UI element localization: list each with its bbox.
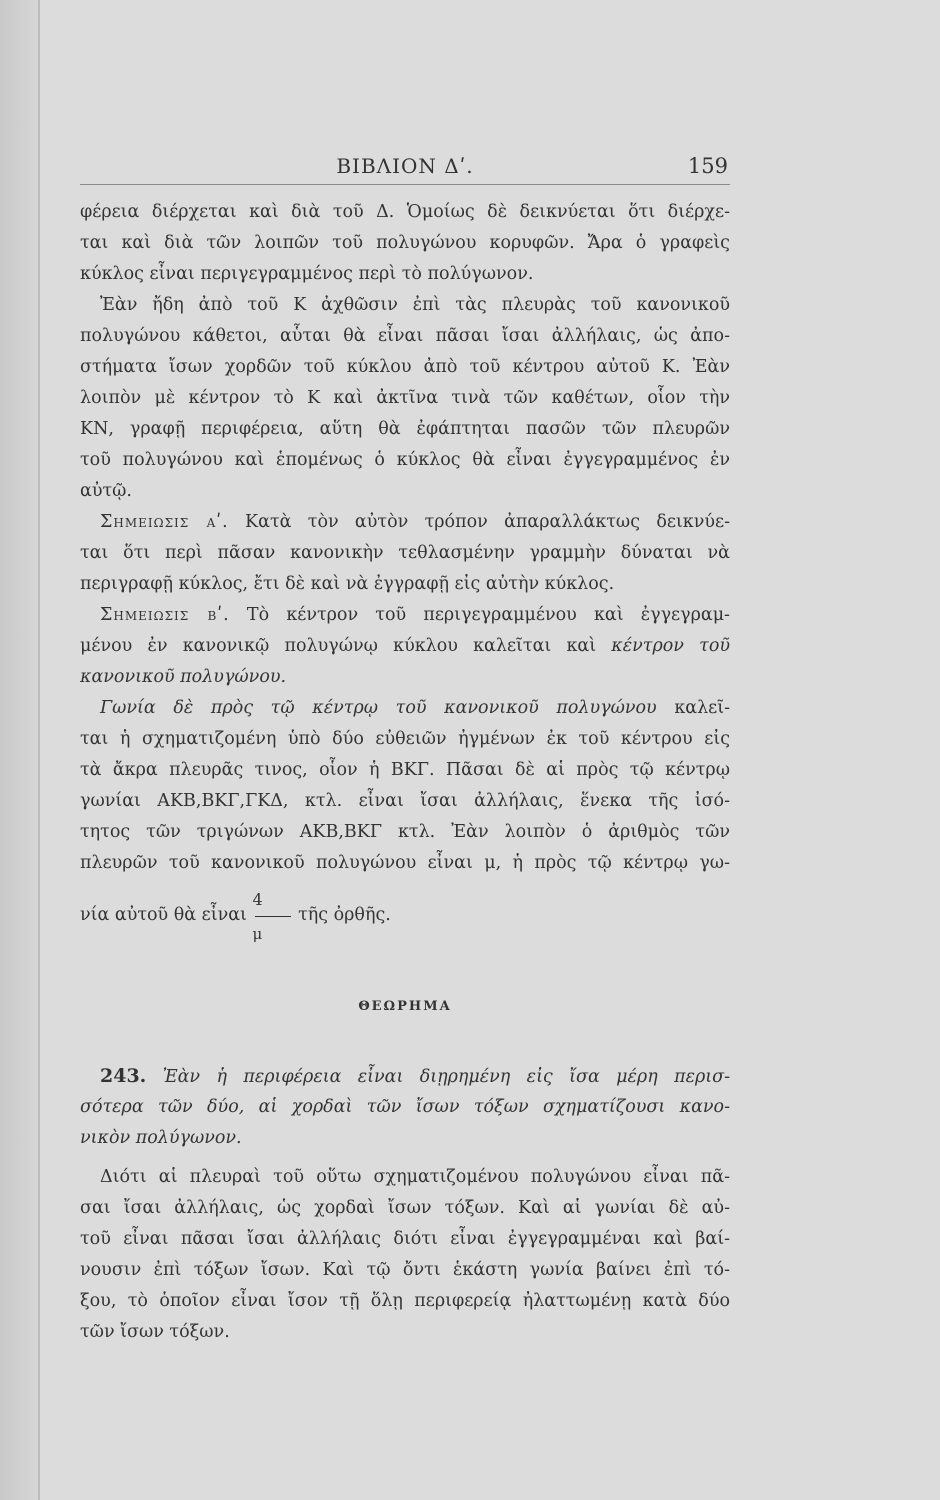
text-line: ται ὅτι περὶ πᾶσαν κανονικὴν τεθλασμένην γραμμὴν δύναται νὰ xyxy=(80,543,730,563)
text-line: περιγραφῇ κύκλος, ἔτι δὲ καὶ νὰ ἐγγραφῇ εἰς αὐτὴν κύκλος. xyxy=(80,574,615,594)
text-line: σαι ἴσαι ἀλλήλαις, ὡς χορδαὶ ἴσων τόξων. Καὶ αἱ γωνίαι δὲ αὐ- xyxy=(80,1198,730,1218)
text-line: ξου, τὸ ὁποῖον εἶναι ἴσον τῇ ὅλῃ περιφερείᾳ ἠλαττωμένῃ κατὰ δύο xyxy=(80,1291,730,1311)
text-line: ται ἡ σχηματιζομένη ὑπὸ δύο εὐθειῶν ἠγμένων ἐκ τοῦ κέντρου εἰς xyxy=(80,729,730,749)
note-1 xyxy=(80,507,730,600)
text-line: φέρεια διέρχεται καὶ διὰ τοῦ Δ. Ὁμοίως δὲ δεικνύεται ὅτι διέρχε- xyxy=(80,202,730,222)
text-line: Γωνία δὲ πρὸς τῷ κέντρῳ τοῦ κανονικοῦ πολυγώνου καλεῖ- xyxy=(100,698,731,718)
text-line: Ἐὰν ἤδη ἀπὸ τοῦ Κ ἀχθῶσιν ἐπὶ τὰς πλευρὰς τοῦ κανονικοῦ xyxy=(100,295,730,315)
body-text xyxy=(80,197,730,1348)
text-line: κανονικοῦ πολυγώνου. xyxy=(80,667,287,687)
text-line: Σημειωσις βʹ. Τὸ κέντρον τοῦ περιγεγραμμένου καὶ ἐγγεγραμ- xyxy=(100,605,730,625)
paragraph-3 xyxy=(80,693,730,941)
text-line: κύκλος εἶναι περιγεγραμμένος περὶ τὸ πολύγωνον. xyxy=(80,264,534,284)
text-line: τῶν ἴσων τόξων. xyxy=(80,1322,230,1342)
text-line: νουσιν ἐπὶ τόξων ἴσων. Καὶ τῷ ὄντι ἑκάστη γωνία βαίνει ἐπὶ τό- xyxy=(80,1260,730,1280)
text-line: στήματα ἴσων χορδῶν τοῦ κύκλου ἀπὸ τοῦ κέντρου αὐτοῦ Κ. Ἐὰν xyxy=(80,357,730,377)
text-line: νικὸν πολύγωνον. xyxy=(80,1128,242,1148)
theorem-statement xyxy=(80,1061,730,1154)
running-head xyxy=(80,150,730,185)
text-line: λοιπὸν μὲ κέντρον τὸ Κ καὶ ἀκτῖνα τινὰ τῶν καθέτων, οἷον τὴν xyxy=(80,388,730,408)
note-label: Σημειωσις αʹ. xyxy=(100,512,229,532)
fraction-denominator: μ xyxy=(252,924,263,943)
text-line: τοῦ πολυγώνου καὶ ἑπομένως ὁ κύκλος θὰ εἶναι ἐγγεγραμμένος ἐν xyxy=(80,450,730,470)
text-line: Διότι αἱ πλευραὶ τοῦ οὕτω σχηματιζομένου πολυγώνου εἶναι πᾶ- xyxy=(100,1167,730,1187)
theorem-heading: ΘΕΩΡΗΜΑ xyxy=(358,999,452,1014)
text-line: ται καὶ διὰ τῶν λοιπῶν τοῦ πολυγώνου κορυφῶν. Ἄρα ὁ γραφεὶς xyxy=(80,233,730,253)
text-line: πολυγώνου κάθετοι, αὗται θὰ εἶναι πᾶσαι ἴσαι ἀλλήλαις, ὡς ἀπο- xyxy=(80,326,730,346)
paragraph-1 xyxy=(80,197,730,290)
text-line: αὐτῷ. xyxy=(80,481,132,501)
text-line: τητος τῶν τριγώνων ΑΚΒ,ΒΚΓ κτλ. Ἐὰν λοιπὸν ὁ ἀριθμὸς τῶν xyxy=(80,822,730,842)
proof xyxy=(80,1162,730,1348)
running-title: ΒΙΒΛΙΟΝ Δʹ. xyxy=(336,154,474,178)
page-gutter-line xyxy=(38,0,40,1500)
fraction-line: νία αὐτοῦ θὰ εἶναι 4 μ τῆς ὀρθῆς. xyxy=(80,889,730,941)
note-label: Σημειωσις βʹ. xyxy=(100,605,230,625)
text-line: Σημειωσις αʹ. Κατὰ τὸν αὐτὸν τρόπον ἀπαραλλάκτως δεικνύε- xyxy=(100,512,730,532)
text-line: μένου ἐν κανονικῷ πολυγώνῳ κύκλου καλεῖται καὶ κέντρον τοῦ xyxy=(80,636,730,656)
text-line: τοῦ εἶναι πᾶσαι ἴσαι ἀλλήλαις διότι εἶναι ἐγγεγραμμέναι καὶ βαί- xyxy=(80,1229,730,1249)
fraction xyxy=(253,890,293,942)
fraction-numerator: 4 xyxy=(252,889,263,909)
text-line: πλευρῶν τοῦ κανονικοῦ πολυγώνου εἶναι μ, ἡ πρὸς τῷ κέντρῳ γω- xyxy=(80,853,730,873)
book-page xyxy=(80,150,730,1348)
text-line: ΚΝ, γραφῇ περιφέρεια, αὕτη θὰ ἐφάπτηται πασῶν τῶν πλευρῶν xyxy=(80,419,730,439)
paragraph-2 xyxy=(80,290,730,507)
text-line: γωνίαι ΑΚΒ,ΒΚΓ,ΓΚΔ, κτλ. εἶναι ἴσαι ἀλλήλαις, ἕνεκα τῆς ἰσό- xyxy=(80,791,730,811)
text-line: σότερα τῶν δύο, αἱ χορδαὶ τῶν ἴσων τόξων σχηματίζουσι κανο- xyxy=(80,1097,730,1117)
page-edge-shadow xyxy=(0,0,38,1500)
note-2 xyxy=(80,600,730,693)
spacer xyxy=(80,1154,730,1162)
text-line: τὰ ἄκρα πλευρᾶς τινος, οἷον ἡ ΒΚΓ. Πᾶσαι δὲ αἱ πρὸς τῷ κέντρῳ xyxy=(80,760,730,780)
text-line: 243. Ἐὰν ἡ περιφέρεια εἶναι διῃρημένη εἰς ἴσα μέρη περισ- xyxy=(100,1065,730,1087)
page-number: 159 xyxy=(687,154,728,178)
theorem-number: 243. xyxy=(100,1065,147,1087)
